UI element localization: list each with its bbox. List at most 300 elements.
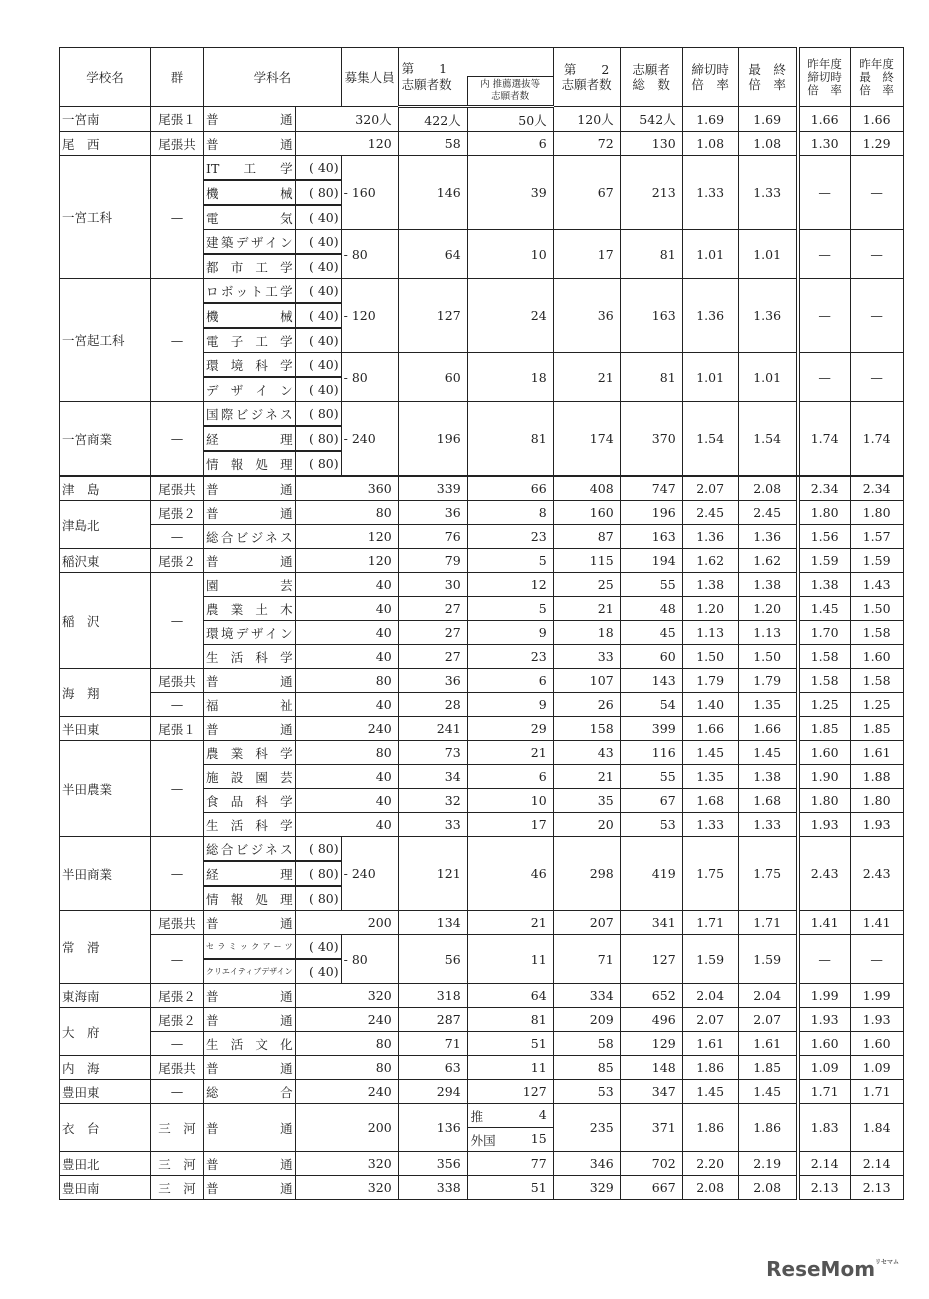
recommendation-cell: 46 [467, 837, 553, 911]
header-first-top: 第 1 [401, 61, 448, 76]
prev-deadline-ratio-cell: — [799, 156, 850, 230]
recommendation-cell: 81 [467, 1008, 553, 1032]
recommendation-cell: 17 [467, 813, 553, 837]
prev-final-ratio-cell: — [850, 279, 903, 353]
prev-deadline-ratio-cell: 1.80 [799, 789, 850, 813]
dept-name: デ ザ イ ン [204, 377, 296, 402]
final-ratio-cell: 1.54 [738, 402, 796, 477]
prev-final-ratio-cell: 1.43 [850, 573, 903, 597]
first-choice-cell: 73 [398, 741, 467, 765]
dept-name: 園 芸 [204, 573, 296, 597]
final-ratio-cell: 1.36 [738, 279, 796, 353]
header-prev-final [850, 48, 903, 107]
recommendation-cell: 10 [467, 789, 553, 813]
total-applicants-cell: 667 [620, 1176, 682, 1200]
first-choice-cell: 27 [398, 597, 467, 621]
final-ratio-cell: 1.85 [738, 1056, 796, 1080]
final-ratio-cell: 1.68 [738, 789, 796, 813]
deadline-ratio-cell: 1.36 [682, 525, 738, 549]
total-applicants-cell: 652 [620, 984, 682, 1008]
dept-quota: ( 40) [295, 328, 341, 353]
deadline-ratio-cell: 1.54 [682, 402, 738, 477]
school-name: 津 島 [60, 476, 151, 501]
dept-name: 農 業 科 学 [204, 741, 296, 765]
dept-name: 普 通 [204, 717, 296, 741]
first-choice-cell: 58 [398, 132, 467, 156]
final-ratio-cell: 1.33 [738, 156, 796, 230]
second-choice-cell: 20 [553, 813, 620, 837]
dept-name: 普 通 [204, 132, 296, 156]
total-applicants-cell: 196 [620, 501, 682, 525]
second-choice-cell: 43 [553, 741, 620, 765]
dept-quota: ( 80) [295, 426, 341, 451]
dept-name: 普 通 [204, 1104, 296, 1152]
deadline-ratio-cell: 1.68 [682, 789, 738, 813]
table-row [60, 1056, 904, 1080]
school-name: 豊田東 [60, 1080, 151, 1104]
deadline-ratio-cell: 1.59 [682, 935, 738, 984]
school-name: 豊田南 [60, 1176, 151, 1200]
recommendation-cell: 64 [467, 984, 553, 1008]
total-applicants-cell: 542人 [620, 107, 682, 132]
second-choice-cell: 346 [553, 1152, 620, 1176]
final-ratio-cell: 2.04 [738, 984, 796, 1008]
final-ratio-cell: 1.38 [738, 765, 796, 789]
total-applicants-cell: 213 [620, 156, 682, 230]
deadline-ratio-cell: 1.79 [682, 669, 738, 693]
second-choice-cell: 235 [553, 1104, 620, 1152]
dept-quota: ( 40) [295, 353, 341, 378]
first-choice-cell: 63 [398, 1056, 467, 1080]
total-applicants-cell: 48 [620, 597, 682, 621]
total-applicants-cell: 347 [620, 1080, 682, 1104]
capacity-cell: 320 [295, 1176, 398, 1200]
total-applicants-cell: 67 [620, 789, 682, 813]
recommendation-cell: 11 [467, 935, 553, 984]
second-choice-cell: 207 [553, 911, 620, 935]
capacity-cell: - 240 [341, 402, 398, 477]
first-choice-cell: 28 [398, 693, 467, 717]
header-capacity: 募集人員 [341, 48, 398, 107]
dept-name: 情 報 処 理 [204, 886, 296, 911]
deadline-ratio-cell: 1.13 [682, 621, 738, 645]
table-row [60, 476, 904, 501]
total-applicants-cell: 496 [620, 1008, 682, 1032]
recommendation-cell: 51 [467, 1032, 553, 1056]
second-choice-cell: 35 [553, 789, 620, 813]
second-choice-cell: 21 [553, 353, 620, 402]
dept-quota: ( 40) [295, 205, 341, 230]
group-cell: 尾張２ [151, 501, 204, 525]
prev-final-ratio-cell: — [850, 353, 903, 402]
capacity-cell: 240 [295, 717, 398, 741]
dept-name: 生 活 科 学 [204, 813, 296, 837]
group-cell: 三 河 [151, 1176, 204, 1200]
dept-name: 普 通 [204, 911, 296, 935]
header-rec-label: 内 推薦選抜等 [480, 79, 541, 90]
header-prev-deadline [799, 48, 850, 107]
table-row [60, 573, 904, 597]
second-choice-cell: 17 [553, 230, 620, 279]
total-applicants-cell: 341 [620, 911, 682, 935]
second-choice-cell: 174 [553, 402, 620, 477]
prev-deadline-ratio-cell: 1.80 [799, 501, 850, 525]
second-choice-cell: 25 [553, 573, 620, 597]
group-cell: — [151, 156, 204, 279]
table-row [60, 669, 904, 693]
prev-deadline-ratio-cell: 2.13 [799, 1176, 850, 1200]
school-name: 尾 西 [60, 132, 151, 156]
prev-final-ratio-cell: 1.59 [850, 549, 903, 573]
header-total [620, 48, 682, 107]
dept-name: セラミックアーツ [204, 935, 296, 960]
dept-quota: ( 40) [295, 254, 341, 279]
capacity-cell: 40 [295, 813, 398, 837]
capacity-cell: 80 [295, 741, 398, 765]
final-ratio-cell: 1.79 [738, 669, 796, 693]
deadline-ratio-cell: 1.33 [682, 156, 738, 230]
table-row [60, 1176, 904, 1200]
dept-name: 生 活 科 学 [204, 645, 296, 669]
deadline-ratio-cell: 1.71 [682, 911, 738, 935]
header-total-bottom: 総 数 [632, 77, 670, 92]
header-group: 群 [151, 48, 204, 107]
header-school: 学校名 [60, 48, 151, 107]
total-applicants-cell: 370 [620, 402, 682, 477]
prev-deadline-ratio-cell: 1.83 [799, 1104, 850, 1152]
deadline-ratio-cell: 2.08 [682, 1176, 738, 1200]
second-choice-cell: 120人 [553, 107, 620, 132]
capacity-cell: - 80 [341, 230, 398, 279]
recommendation-split-value: 4 [538, 1106, 547, 1122]
recommendation-cell: 5 [467, 549, 553, 573]
group-cell: 尾張共 [151, 1056, 204, 1080]
header-rate-final [738, 48, 796, 107]
group-cell: — [151, 525, 204, 549]
dept-name: 普 通 [204, 984, 296, 1008]
recommendation-split-cell [467, 1104, 553, 1128]
second-choice-cell: 26 [553, 693, 620, 717]
capacity-cell: 80 [295, 501, 398, 525]
group-cell: — [151, 1032, 204, 1056]
group-cell: — [151, 279, 204, 402]
capacity-cell: 120 [295, 525, 398, 549]
group-cell: — [151, 741, 204, 837]
total-applicants-cell: 143 [620, 669, 682, 693]
capacity-cell: 320人 [295, 107, 398, 132]
first-choice-cell: 136 [398, 1104, 467, 1152]
header-rate-deadline [682, 48, 738, 107]
header-second [553, 48, 620, 107]
total-applicants-cell: 54 [620, 693, 682, 717]
second-choice-cell: 85 [553, 1056, 620, 1080]
header-rate-deadline-top: 締切時 [691, 62, 729, 77]
recommendation-split-label: 推 [470, 1108, 484, 1124]
dept-name: IT 工 学 [204, 156, 296, 181]
capacity-cell: 240 [295, 1080, 398, 1104]
prev-final-ratio-cell: 1.61 [850, 741, 903, 765]
dept-quota: ( 80) [295, 886, 341, 911]
dept-name: 普 通 [204, 549, 296, 573]
prev-final-ratio-cell: 1.80 [850, 501, 903, 525]
dept-quota: ( 40) [295, 935, 341, 960]
dept-name: 普 通 [204, 107, 296, 132]
capacity-value: 240 [351, 431, 376, 446]
final-ratio-cell: 2.45 [738, 501, 796, 525]
applicant-ratio-table [59, 47, 904, 1200]
recommendation-cell: 18 [467, 353, 553, 402]
prev-deadline-ratio-cell: 1.99 [799, 984, 850, 1008]
total-applicants-cell: 55 [620, 573, 682, 597]
final-ratio-cell: 1.01 [738, 353, 796, 402]
dept-quota: ( 40) [295, 279, 341, 304]
prev-final-ratio-cell: 1.99 [850, 984, 903, 1008]
dept-name: 電 子 工 学 [204, 328, 296, 353]
total-applicants-cell: 81 [620, 230, 682, 279]
recommendation-cell: 11 [467, 1056, 553, 1080]
second-choice-cell: 53 [553, 1080, 620, 1104]
dept-name: 国際ビジネス [204, 402, 296, 427]
final-ratio-cell: 1.61 [738, 1032, 796, 1056]
final-ratio-cell: 1.13 [738, 621, 796, 645]
school-name: 一宮商業 [60, 402, 151, 477]
first-choice-cell: 32 [398, 789, 467, 813]
dept-quota: ( 80) [295, 402, 341, 427]
capacity-cell: 200 [295, 911, 398, 935]
capacity-value: 80 [351, 369, 368, 385]
capacity-cell: 80 [295, 669, 398, 693]
total-applicants-cell: 194 [620, 549, 682, 573]
total-applicants-cell: 45 [620, 621, 682, 645]
prev-deadline-ratio-cell: 2.14 [799, 1152, 850, 1176]
table-row [60, 911, 904, 935]
prev-final-ratio-cell: 1.09 [850, 1056, 903, 1080]
total-applicants-cell: 702 [620, 1152, 682, 1176]
first-choice-cell: 56 [398, 935, 467, 984]
capacity-cell: 360 [295, 476, 398, 501]
table-row [60, 837, 904, 862]
first-choice-cell: 127 [398, 279, 467, 353]
school-name: 豊田北 [60, 1152, 151, 1176]
prev-final-ratio-cell: 1.60 [850, 1032, 903, 1056]
dept-name: 都 市 工 学 [204, 254, 296, 279]
prev-final-ratio-cell: 1.93 [850, 1008, 903, 1032]
table-body [60, 107, 904, 1200]
first-choice-cell: 64 [398, 230, 467, 279]
school-name: 津島北 [60, 501, 151, 549]
deadline-ratio-cell: 1.38 [682, 573, 738, 597]
prev-final-ratio-cell: 1.50 [850, 597, 903, 621]
dept-name: 環境デザイン [204, 621, 296, 645]
total-applicants-cell: 747 [620, 476, 682, 501]
deadline-ratio-cell: 2.20 [682, 1152, 738, 1176]
group-cell: 尾張１ [151, 717, 204, 741]
recommendation-cell: 23 [467, 645, 553, 669]
first-choice-cell: 33 [398, 813, 467, 837]
school-name: 常 滑 [60, 911, 151, 984]
recommendation-cell: 51 [467, 1176, 553, 1200]
second-choice-cell: 329 [553, 1176, 620, 1200]
prev-final-ratio-cell: 2.34 [850, 476, 903, 501]
school-name: 一宮起工科 [60, 279, 151, 402]
second-choice-cell: 21 [553, 765, 620, 789]
first-choice-cell: 422人 [398, 107, 467, 132]
table-row [60, 501, 904, 525]
capacity-value: 80 [351, 951, 368, 967]
table-row [60, 717, 904, 741]
deadline-ratio-cell: 1.45 [682, 741, 738, 765]
second-choice-cell: 334 [553, 984, 620, 1008]
second-choice-cell: 36 [553, 279, 620, 353]
deadline-ratio-cell: 1.20 [682, 597, 738, 621]
group-cell: — [151, 1080, 204, 1104]
group-cell: — [151, 402, 204, 477]
prev-deadline-ratio-cell: 1.59 [799, 549, 850, 573]
dept-name: 普 通 [204, 1176, 296, 1200]
group-cell: — [151, 573, 204, 669]
first-choice-cell: 356 [398, 1152, 467, 1176]
total-applicants-cell: 127 [620, 935, 682, 984]
prev-final-ratio-cell: 1.93 [850, 813, 903, 837]
header-first [398, 48, 553, 77]
capacity-cell: 80 [295, 1056, 398, 1080]
prev-final-ratio-cell: — [850, 156, 903, 230]
prev-deadline-ratio-cell: — [799, 230, 850, 279]
school-name: 内 海 [60, 1056, 151, 1080]
capacity-cell: 120 [295, 132, 398, 156]
total-applicants-cell: 53 [620, 813, 682, 837]
prev-deadline-ratio-cell: 1.90 [799, 765, 850, 789]
dept-quota: ( 80) [295, 180, 341, 205]
deadline-ratio-cell: 1.86 [682, 1104, 738, 1152]
first-choice-cell: 121 [398, 837, 467, 911]
school-name: 大 府 [60, 1008, 151, 1056]
first-choice-cell: 34 [398, 765, 467, 789]
final-ratio-cell: 1.33 [738, 813, 796, 837]
header-rate-final-top: 最 終 [748, 62, 786, 77]
table-row [60, 1152, 904, 1176]
second-choice-cell: 209 [553, 1008, 620, 1032]
resemom-logo [766, 1257, 899, 1281]
prev-final-ratio-cell: — [850, 935, 903, 984]
prev-deadline-ratio-cell: 1.41 [799, 911, 850, 935]
logo-text: ReseMom [766, 1257, 876, 1281]
deadline-ratio-cell: 1.62 [682, 549, 738, 573]
dept-name: 機 械 [204, 303, 296, 328]
group-cell: — [151, 693, 204, 717]
dept-quota: ( 40) [295, 230, 341, 255]
capacity-cell: 320 [295, 984, 398, 1008]
final-ratio-cell: 1.01 [738, 230, 796, 279]
prev-deadline-ratio-cell: 1.71 [799, 1080, 850, 1104]
group-cell: 尾張共 [151, 669, 204, 693]
group-cell: 三 河 [151, 1104, 204, 1152]
total-applicants-cell: 148 [620, 1056, 682, 1080]
deadline-ratio-cell: 1.66 [682, 717, 738, 741]
capacity-cell: 40 [295, 621, 398, 645]
dept-quota: ( 40) [295, 303, 341, 328]
group-cell: 尾張２ [151, 1008, 204, 1032]
second-choice-cell: 72 [553, 132, 620, 156]
capacity-cell: 40 [295, 789, 398, 813]
final-ratio-cell: 1.35 [738, 693, 796, 717]
prev-deadline-ratio-cell: 1.74 [799, 402, 850, 477]
final-ratio-cell: 2.07 [738, 1008, 796, 1032]
header-rec-label-2: 志願者数 [491, 91, 530, 102]
deadline-ratio-cell: 1.86 [682, 1056, 738, 1080]
recommendation-cell: 77 [467, 1152, 553, 1176]
prev-final-ratio-cell: 2.14 [850, 1152, 903, 1176]
group-cell: 尾張共 [151, 132, 204, 156]
school-name: 東海南 [60, 984, 151, 1008]
header-prev-final-3: 倍 率 [859, 82, 894, 97]
deadline-ratio-cell: 2.07 [682, 1008, 738, 1032]
deadline-ratio-cell: 2.07 [682, 476, 738, 501]
capacity-value: 240 [351, 866, 376, 881]
table-row [60, 984, 904, 1008]
table-row [60, 107, 904, 132]
second-choice-cell: 115 [553, 549, 620, 573]
first-choice-cell: 76 [398, 525, 467, 549]
total-applicants-cell: 130 [620, 132, 682, 156]
school-name: 一宮南 [60, 107, 151, 132]
recommendation-cell: 8 [467, 501, 553, 525]
capacity-cell: - 80 [341, 935, 398, 984]
prev-final-ratio-cell: 1.58 [850, 669, 903, 693]
dept-name: 生 活 文 化 [204, 1032, 296, 1056]
first-choice-cell: 27 [398, 621, 467, 645]
prev-deadline-ratio-cell: 1.56 [799, 525, 850, 549]
capacity-cell: 320 [295, 1152, 398, 1176]
prev-deadline-ratio-cell: 1.30 [799, 132, 850, 156]
group-cell: 尾張１ [151, 107, 204, 132]
capacity-cell: 40 [295, 765, 398, 789]
group-cell: 三 河 [151, 1152, 204, 1176]
dept-name: 環 境 科 学 [204, 353, 296, 378]
recommendation-split-value: 15 [530, 1130, 547, 1146]
total-applicants-cell: 163 [620, 279, 682, 353]
capacity-cell: - 120 [341, 279, 398, 353]
header-recommendation [467, 77, 553, 107]
prev-final-ratio-cell: 1.60 [850, 645, 903, 669]
header-second-bottom: 志願者数 [561, 77, 612, 92]
final-ratio-cell: 1.71 [738, 911, 796, 935]
dept-quota: ( 40) [295, 156, 341, 181]
header-prev-deadline-3: 倍 率 [807, 82, 842, 97]
capacity-cell: - 80 [341, 353, 398, 402]
final-ratio-cell: 2.19 [738, 1152, 796, 1176]
recommendation-cell: 6 [467, 669, 553, 693]
recommendation-cell: 10 [467, 230, 553, 279]
recommendation-cell: 23 [467, 525, 553, 549]
prev-deadline-ratio-cell: 1.66 [799, 107, 850, 132]
prev-final-ratio-cell: 1.58 [850, 621, 903, 645]
recommendation-cell: 81 [467, 402, 553, 477]
dept-name: 総合ビジネス [204, 837, 296, 862]
prev-deadline-ratio-cell: 1.60 [799, 1032, 850, 1056]
deadline-ratio-cell: 1.69 [682, 107, 738, 132]
prev-final-ratio-cell: 1.57 [850, 525, 903, 549]
dept-name: 食 品 科 学 [204, 789, 296, 813]
table-row [60, 549, 904, 573]
first-choice-cell: 71 [398, 1032, 467, 1056]
header-total-top: 志願者 [632, 62, 670, 77]
recommendation-cell: 127 [467, 1080, 553, 1104]
first-choice-cell: 30 [398, 573, 467, 597]
recommendation-cell: 50人 [467, 107, 553, 132]
table-row [60, 1032, 904, 1056]
header-second-top: 第 2 [563, 62, 610, 77]
